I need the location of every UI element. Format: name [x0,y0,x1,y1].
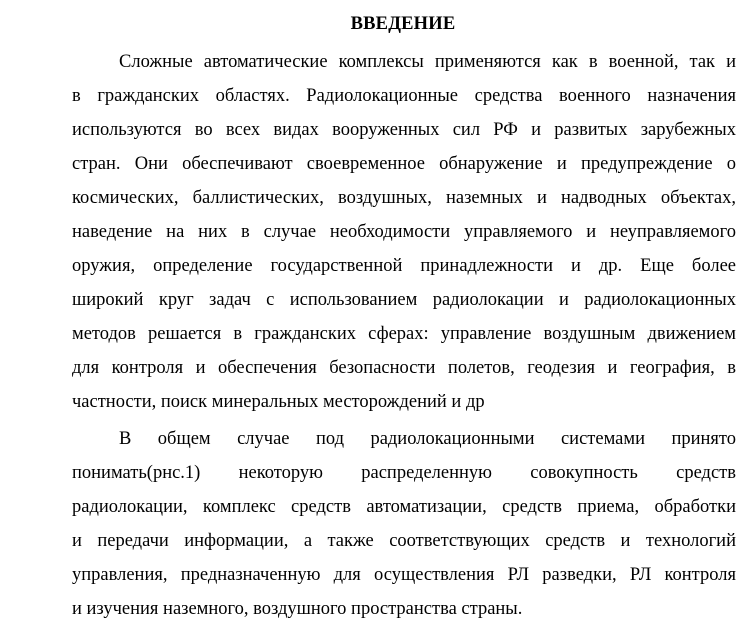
paragraph-line: широкий круг задач с использованием радиолокации и радиолокационных [72,290,736,310]
paragraph-line: и передачи информации, а также соответствующих средств и технологий [72,531,736,551]
paragraph-line: стран. Они обеспечивают своевременное обнаружение и предупреждение о [72,154,736,174]
paragraph-line: в гражданских областях. Радиолокационные средства военного назначения [72,86,736,106]
paragraph-line: оружия, определение государственной принадлежности и др. Еще более [72,256,736,276]
paragraph-line: используются во всех видах вооруженных сил РФ и развитых зарубежных [72,120,736,140]
paragraph-line: радиолокации, комплекс средств автоматизации, средств приема, обработки [72,497,736,517]
paragraph-line: методов решается в гражданских сферах: управление воздушным движением [72,324,736,344]
paragraph-line: Сложные автоматические комплексы применяются как в военной, так и [119,52,736,72]
paragraph-line: наведение на них в случае необходимости управляемого и неуправляемого [72,222,736,242]
paragraph-line: для контроля и обеспечения безопасности полетов, геодезия и география, в [72,358,736,378]
paragraph-line: космических, баллистических, воздушных, наземных и надводных объектах, [72,188,736,208]
paragraph-line: понимать(рнс.1) некоторую распределенную совокупность средств [72,463,736,483]
paragraph-line: управления, предназначенную для осуществления РЛ разведки, РЛ контроля [72,565,736,585]
paragraph-line: частности, поиск минеральных месторождений и др [72,392,485,412]
paragraph-line: и изучения наземного, воздушного пространства страны. [72,599,523,619]
paragraph-line: В общем случае под радиолокационными системами принято [119,429,736,449]
document-title: ВВЕДЕНИЕ [350,14,456,34]
